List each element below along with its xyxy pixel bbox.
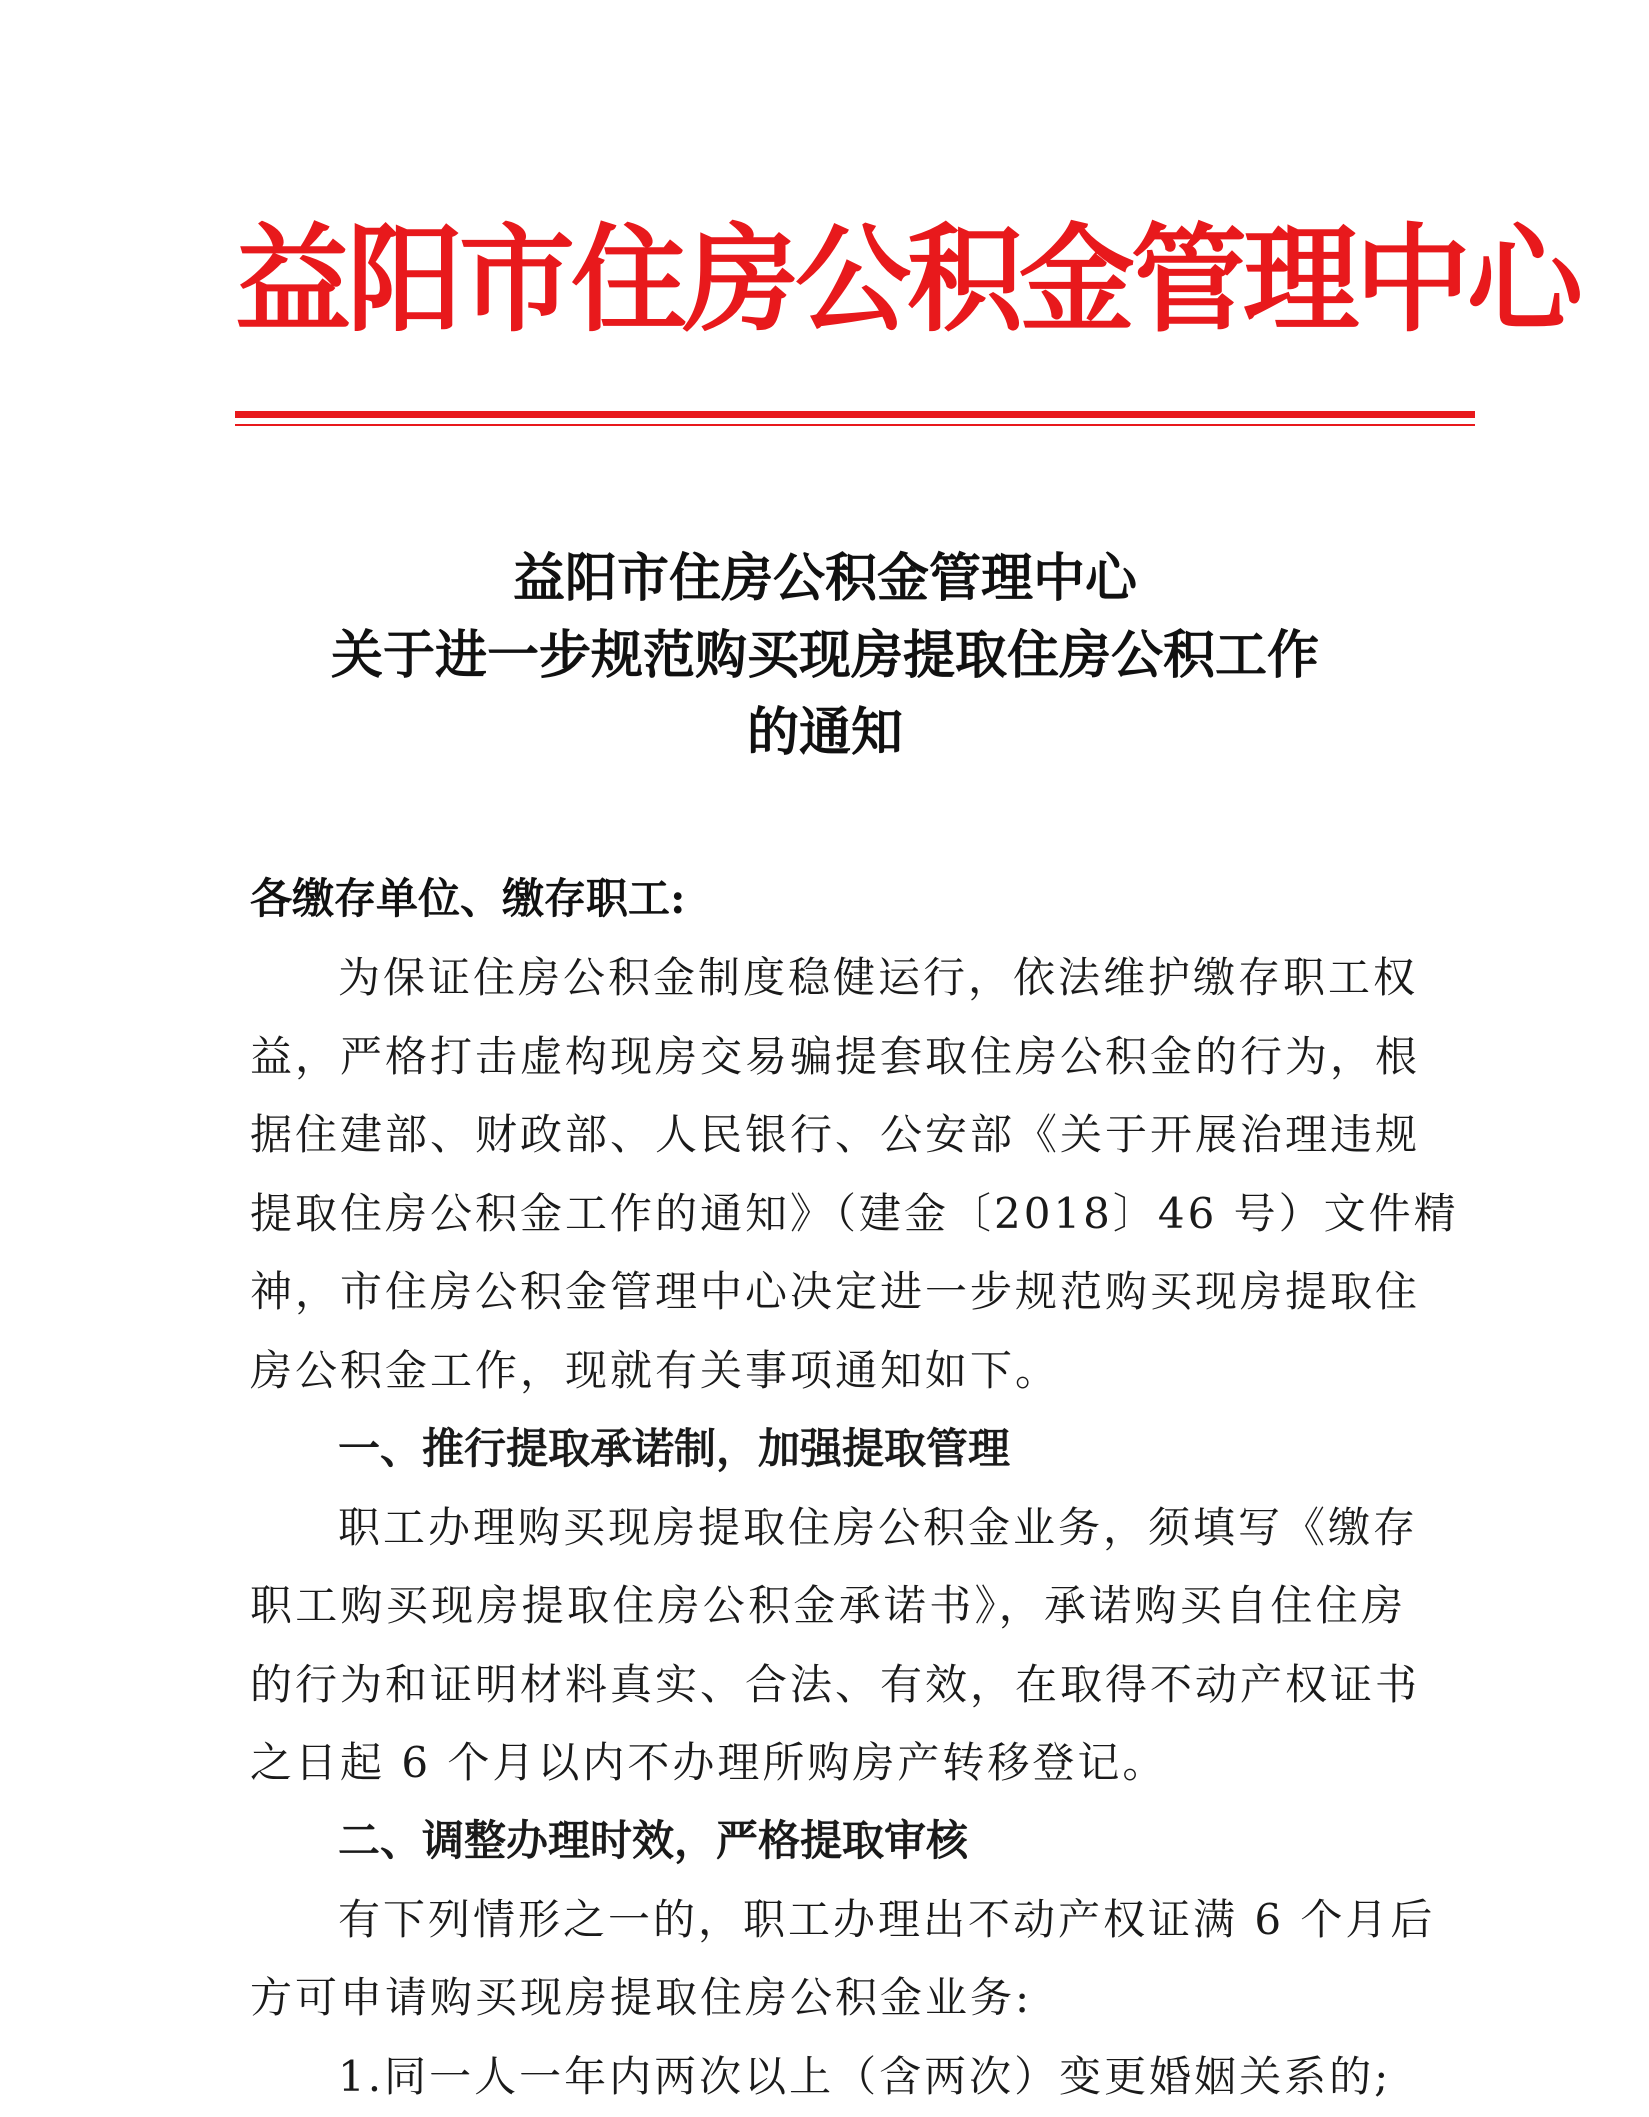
section-2-heading: 二、调整办理时效，严格提取审核 xyxy=(338,1816,969,1865)
text-line: 的行为和证明材料真实、合法、有效，在取得不动产权证书 xyxy=(250,1659,1421,1709)
masthead-title: 益阳市住房公积金管理中心 xyxy=(235,212,1579,348)
document-title-line3: 的通知 xyxy=(746,702,903,763)
text-line: 之日起 6 个月以内不办理所购房产转移登记。 xyxy=(250,1738,1168,1787)
masthead-rule-thick xyxy=(235,411,1475,418)
text-line: 益，严格打击虚构现房交易骗提套取住房公积金的行为，根 xyxy=(250,1031,1421,1081)
text-line: 据住建部、财政部、人民银行、公安部《关于开展治理违规 xyxy=(250,1110,1421,1159)
salutation: 各缴存单位、缴存职工: xyxy=(250,874,686,923)
masthead-rule-thin xyxy=(235,424,1475,426)
document-title-line2: 关于进一步规范购买现房提取住房公积工作 xyxy=(330,625,1319,686)
list-item-1: 1.同一人一年内两次以上（含两次）变更婚姻关系的; xyxy=(338,2051,1392,2101)
document-title-line1: 益阳市住房公积金管理中心 xyxy=(512,548,1137,609)
text-line: 方可申请购买现房提取住房公积金业务: xyxy=(250,1973,1033,2022)
text-line: 有下列情形之一的，职工办理出不动产权证满 6 个月后 xyxy=(338,1894,1436,1944)
text-line: 职工购买现房提取住房公积金承诺书》，承诺购买自住住房 xyxy=(250,1581,1406,1630)
section-2 xyxy=(250,1802,1436,2116)
text-line: 房公积金工作，现就有关事项通知如下。 xyxy=(250,1345,1061,1395)
section-1-heading: 一、推行提取承诺制，加强提取管理 xyxy=(338,1424,1011,1473)
paragraph-intro xyxy=(250,939,1459,1410)
section-1 xyxy=(250,1410,1421,1803)
text-line: 职工办理购买现房提取住房公积金业务，须填写《缴存 xyxy=(338,1502,1419,1552)
text-line: 为保证住房公积金制度稳健运行，依法维护缴存职工权 xyxy=(338,953,1419,1002)
document-title xyxy=(200,540,1450,771)
text-line: 提取住房公积金工作的通知》（建金〔2018〕46 号）文件精 xyxy=(250,1188,1459,1238)
text-line: 神，市住房公积金管理中心决定进一步规范购买现房提取住 xyxy=(250,1267,1421,1316)
